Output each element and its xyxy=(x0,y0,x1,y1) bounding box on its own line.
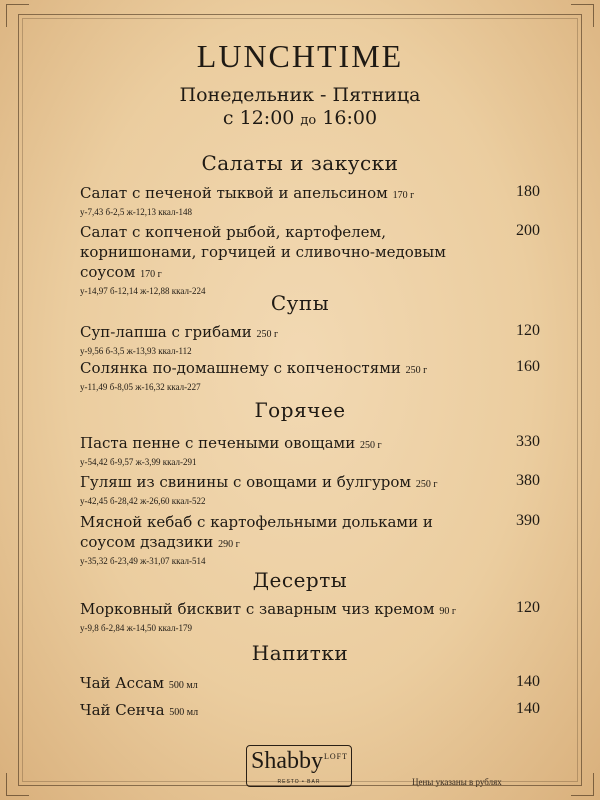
menu-item-name xyxy=(80,433,500,456)
section-title-soups: Супы xyxy=(270,291,330,315)
item-name-text: Чай Сенча xyxy=(80,701,165,719)
section-title-hot: Горячее xyxy=(254,398,346,422)
menu-item-name xyxy=(80,472,520,495)
item-price: 160 xyxy=(516,358,540,375)
item-price: 140 xyxy=(516,700,540,717)
menu-item xyxy=(80,433,540,467)
item-price: 180 xyxy=(516,183,540,200)
item-nutrition: у-42,45 б-28,42 ж-26,60 ккал-522 xyxy=(80,496,206,506)
item-weight: 290 г xyxy=(218,539,240,550)
menu-item-name xyxy=(80,183,500,206)
item-price: 200 xyxy=(516,222,540,239)
item-nutrition: у-7,43 б-2,5 ж-12,13 ккал-148 xyxy=(80,207,192,217)
item-nutrition: у-11,49 б-8,05 ж-16,32 ккал-227 xyxy=(80,382,201,392)
item-name-text: Солянка по-домашнему с копченостями xyxy=(80,359,401,377)
menu-item xyxy=(80,599,540,633)
item-weight: 500 мл xyxy=(168,680,198,691)
menu-item-name xyxy=(80,599,520,622)
item-weight: 90 г xyxy=(439,606,456,617)
logo-loft: LOFT xyxy=(324,752,348,761)
menu-item xyxy=(80,472,540,506)
menu-item-name xyxy=(80,222,500,285)
item-weight: 250 г xyxy=(360,440,382,451)
item-price: 120 xyxy=(516,599,540,616)
menu-item xyxy=(80,700,540,723)
menu-item-name xyxy=(80,322,500,345)
logo-wordmark: Shabby xyxy=(251,748,323,774)
corner-ornament xyxy=(571,4,594,27)
item-price: 140 xyxy=(516,673,540,690)
shabby-loft-logo xyxy=(246,745,352,787)
item-nutrition: у-54,42 б-9,57 ж-3,99 ккал-291 xyxy=(80,457,197,467)
hours-to-label: до xyxy=(300,113,317,128)
item-price: 390 xyxy=(516,512,540,529)
section-title-desserts: Десерты xyxy=(252,568,348,592)
item-name-text: Паста пенне с печеными овощами xyxy=(80,434,356,452)
item-weight: 170 г xyxy=(140,269,162,280)
corner-ornament xyxy=(571,773,594,796)
item-name-text: Морковный бисквит с заварным чиз кремом xyxy=(80,600,435,618)
item-weight: 250 г xyxy=(415,479,438,490)
price-footnote: Цены указаны в рублях xyxy=(412,777,502,787)
item-nutrition: у-14,97 б-12,14 ж-12,88 ккал-224 xyxy=(80,286,206,296)
item-name-text: Гуляш из свинины с овощами и булгуром xyxy=(80,473,412,491)
menu-item xyxy=(80,222,540,296)
hours-to-time: 16:00 xyxy=(322,107,378,129)
menu-item xyxy=(80,673,540,696)
item-name-text: Мясной кебаб с картофельными дольками и соусом дзадзики xyxy=(80,513,433,551)
menu-item xyxy=(80,512,540,566)
menu-item xyxy=(80,183,540,217)
menu-item-name xyxy=(80,700,500,723)
logo-tagline: RESTO • BAR xyxy=(277,779,321,785)
item-name-text: Салат с печеной тыквой и апельсином xyxy=(80,184,388,202)
item-nutrition: у-35,32 б-23,49 ж-31,07 ккал-514 xyxy=(80,556,206,566)
menu-item-name xyxy=(80,673,500,696)
menu-item-name xyxy=(80,512,470,555)
item-nutrition: у-9,8 б-2,84 ж-14,50 ккал-179 xyxy=(80,623,192,633)
corner-ornament xyxy=(6,773,29,796)
menu-item-name xyxy=(80,358,520,381)
item-weight: 500 мл xyxy=(169,707,199,718)
menu-days: Понедельник - Пятница xyxy=(179,84,421,106)
item-nutrition: у-9,56 б-3,5 ж-13,93 ккал-112 xyxy=(80,346,192,356)
hours-from-label: с xyxy=(222,107,234,129)
item-price: 330 xyxy=(516,433,540,450)
item-name-text: Салат с копченой рыбой, картофелем, корнишонами, горчицей и сливочно-медовым соусом xyxy=(80,223,446,281)
item-weight: 250 г xyxy=(256,329,279,340)
menu-hours xyxy=(0,107,600,129)
item-price: 120 xyxy=(516,322,540,339)
hours-from-time: 12:00 xyxy=(239,107,295,129)
section-title-drinks: Напитки xyxy=(251,641,349,665)
item-price: 380 xyxy=(516,472,540,489)
item-weight: 250 г xyxy=(405,365,428,376)
item-name-text: Чай Ассам xyxy=(80,674,165,692)
item-weight: 170 г xyxy=(392,190,415,201)
item-name-text: Суп-лапша с грибами xyxy=(80,323,252,341)
menu-item xyxy=(80,322,540,356)
section-title-salads: Салаты и закуски xyxy=(201,151,399,175)
menu-item xyxy=(80,358,540,392)
menu-title: LUNCHTIME xyxy=(196,38,404,74)
